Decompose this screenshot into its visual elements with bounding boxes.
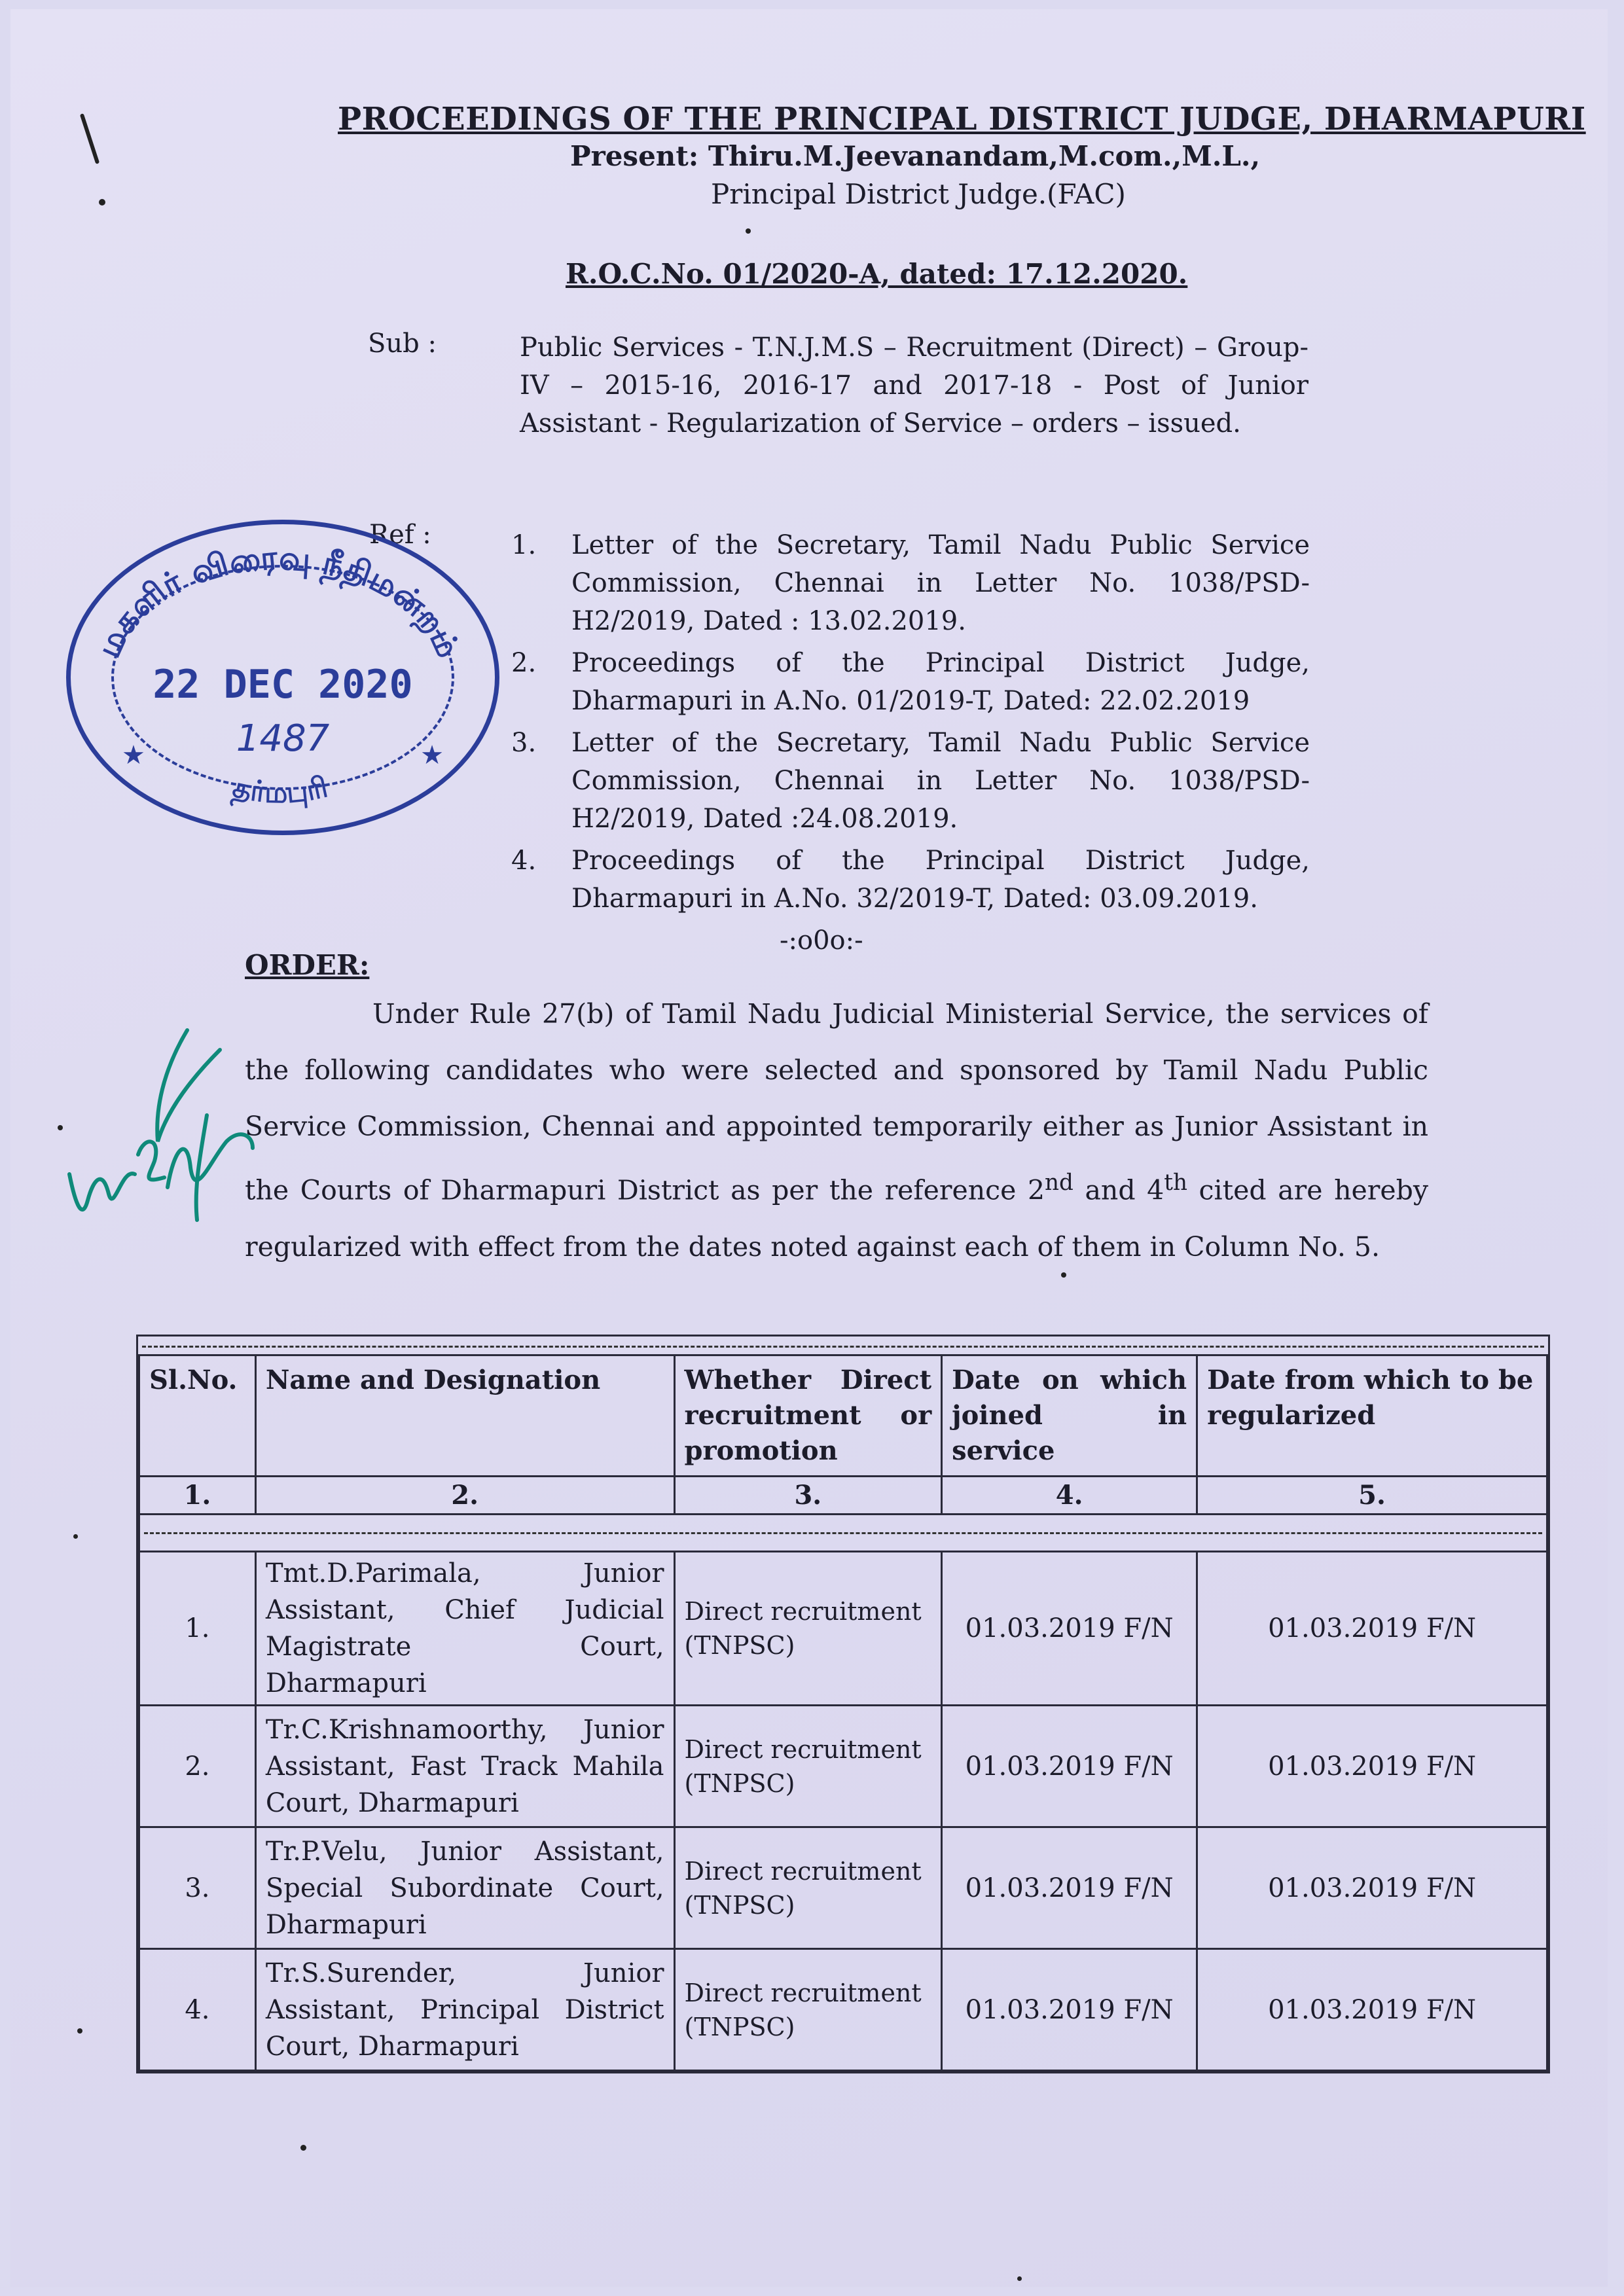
recruitment-mode: Direct recruitment (TNPSC) bbox=[674, 1706, 942, 1827]
order-text-part: Under Rule 27(b) of Tamil Nadu Judicial Ministerial Service, the services of the following candidates who were selected and sponsored by Tamil Nadu Public Service Commission, Chennai and appointed temporarily either as Junior Assistant in the Courts of Dharmapuri District as per the reference 2 bbox=[245, 998, 1428, 1206]
order-text-part: cited are hereby regularized with effect from the dates noted against each of them in Column No. 5. bbox=[245, 1174, 1429, 1263]
court-stamp bbox=[66, 520, 499, 835]
order-text-part: and 4 bbox=[1073, 1174, 1164, 1206]
header-cell: Date on which joined in service bbox=[942, 1355, 1197, 1477]
proceedings-title: PROCEEDINGS OF THE PRINCIPAL DISTRICT JUDGE, DHARMAPURI bbox=[338, 101, 1586, 137]
column-number: 4. bbox=[942, 1477, 1197, 1515]
joined-date: 01.03.2019 F/N bbox=[942, 1706, 1197, 1827]
serial-number: 3. bbox=[139, 1827, 256, 1949]
superscript: th bbox=[1164, 1170, 1187, 1196]
star-icon: ★ bbox=[420, 740, 444, 770]
name-designation: Tr.S.Surender, Junior Assistant, Principal District Court, Dharmapuri bbox=[255, 1949, 674, 2071]
reference-text: Letter of the Secretary, Tamil Nadu Public Service Commission, Chennai in Letter No. 1038/PSD-H2/2019, Dated :24.08.2019. bbox=[571, 728, 1310, 834]
stamp-bottom-text: தர்மபுரி bbox=[229, 770, 331, 810]
column-number: 2. bbox=[255, 1477, 674, 1515]
recruitment-mode: Direct recruitment (TNPSC) bbox=[674, 1552, 942, 1706]
reference-number: 2. bbox=[511, 648, 537, 678]
column-number: 1. bbox=[139, 1477, 256, 1515]
roc-number: R.O.C.No. 01/2020-A, dated: 17.12.2020. bbox=[566, 258, 1188, 290]
speck bbox=[746, 228, 751, 234]
speck bbox=[58, 1125, 63, 1130]
reference-number: 4. bbox=[511, 846, 537, 876]
reference-list bbox=[511, 526, 1310, 922]
header-cell: Date from which to be regularized bbox=[1197, 1355, 1547, 1477]
regularized-date: 01.03.2019 F/N bbox=[1197, 1552, 1547, 1706]
reference-text: Letter of the Secretary, Tamil Nadu Public Service Commission, Chennai in Letter No. 1038/PSD-H2/2019, Dated : 13.02.2019. bbox=[571, 530, 1310, 636]
speck bbox=[99, 199, 105, 206]
speck bbox=[77, 2028, 82, 2034]
name-designation: Tr.P.Velu, Junior Assistant, Special Subordinate Court, Dharmapuri bbox=[255, 1827, 674, 1949]
column-number: 3. bbox=[674, 1477, 942, 1515]
regularized-date: 01.03.2019 F/N bbox=[1197, 1706, 1547, 1827]
subject-label: Sub : bbox=[368, 329, 437, 359]
column-number: 5. bbox=[1197, 1477, 1547, 1515]
name-designation: Tr.C.Krishnamoorthy, Junior Assistant, Fast Track Mahila Court, Dharmapuri bbox=[255, 1706, 674, 1827]
table-header-row bbox=[139, 1355, 1547, 1477]
speck bbox=[73, 1534, 78, 1539]
header-cell: Whether Direct recruitment or promotion bbox=[674, 1355, 942, 1477]
candidates-table-wrapper bbox=[136, 1335, 1550, 2073]
reference-text: Proceedings of the Principal District Judge, Dharmapuri in A.No. 01/2019-T, Dated: 22.02.2019 bbox=[571, 648, 1310, 716]
header-cell: Sl.No. bbox=[139, 1355, 256, 1477]
section-separator: -:o0o:- bbox=[780, 925, 863, 956]
regularized-date: 01.03.2019 F/N bbox=[1197, 1827, 1547, 1949]
candidates-table bbox=[138, 1354, 1548, 2072]
serial-number: 2. bbox=[139, 1706, 256, 1827]
joined-date: 01.03.2019 F/N bbox=[942, 1827, 1197, 1949]
presiding-officer: Present: Thiru.M.Jeevanandam,M.com.,M.L., bbox=[570, 140, 1261, 172]
order-heading: ORDER: bbox=[245, 949, 370, 981]
recruitment-mode: Direct recruitment (TNPSC) bbox=[674, 1949, 942, 2071]
stamp-date: 22 DEC 2020 bbox=[153, 662, 413, 708]
reference-number: 1. bbox=[511, 530, 537, 560]
table-row bbox=[139, 1949, 1547, 2071]
serial-number: 4. bbox=[139, 1949, 256, 2071]
reference-item bbox=[511, 724, 1310, 838]
dashed-divider-row bbox=[139, 1515, 1547, 1552]
header-cell: Name and Designation bbox=[255, 1355, 674, 1477]
reference-item bbox=[511, 842, 1310, 918]
name-designation: Tmt.D.Parimala, Junior Assistant, Chief Judicial Magistrate Court, Dharmapuri bbox=[255, 1552, 674, 1706]
handwritten-initials bbox=[56, 1004, 266, 1279]
serial-number: 1. bbox=[139, 1552, 256, 1706]
document-page bbox=[10, 9, 1608, 2287]
regularized-date: 01.03.2019 F/N bbox=[1197, 1949, 1547, 2071]
table-row bbox=[139, 1552, 1547, 1706]
speck bbox=[1017, 2276, 1022, 2281]
stamp-top-text: மகளிர் விரைவு நீதிமன்றம் bbox=[89, 538, 468, 664]
speck bbox=[300, 2145, 306, 2151]
dashed-rule bbox=[142, 1346, 1544, 1348]
stamp-number: 1487 bbox=[236, 717, 330, 760]
superscript: nd bbox=[1045, 1170, 1074, 1196]
punch-mark bbox=[80, 113, 99, 164]
reference-item bbox=[511, 526, 1310, 640]
speck bbox=[1061, 1272, 1066, 1278]
table-frame bbox=[136, 1335, 1550, 2073]
officer-designation: Principal District Judge.(FAC) bbox=[711, 178, 1126, 210]
reference-text: Proceedings of the Principal District Judge, Dharmapuri in A.No. 32/2019-T, Dated: 03.09.2019. bbox=[571, 846, 1310, 914]
subject-text: Public Services - T.N.J.M.S – Recruitment (Direct) – Group-IV – 2015-16, 2016-17 and 2017-18 - Post of Junior Assistant - Regularization of Service – orders – issued. bbox=[520, 332, 1308, 439]
reference-item bbox=[511, 644, 1310, 720]
star-icon: ★ bbox=[122, 740, 145, 770]
joined-date: 01.03.2019 F/N bbox=[942, 1552, 1197, 1706]
table-row bbox=[139, 1706, 1547, 1827]
joined-date: 01.03.2019 F/N bbox=[942, 1949, 1197, 2071]
order-body bbox=[245, 986, 1428, 1275]
recruitment-mode: Direct recruitment (TNPSC) bbox=[674, 1827, 942, 1949]
table-row bbox=[139, 1827, 1547, 1949]
reference-label: Ref : bbox=[369, 520, 431, 550]
reference-number: 3. bbox=[511, 728, 537, 758]
dashed-rule bbox=[144, 1532, 1542, 1534]
column-number-row bbox=[139, 1477, 1547, 1515]
